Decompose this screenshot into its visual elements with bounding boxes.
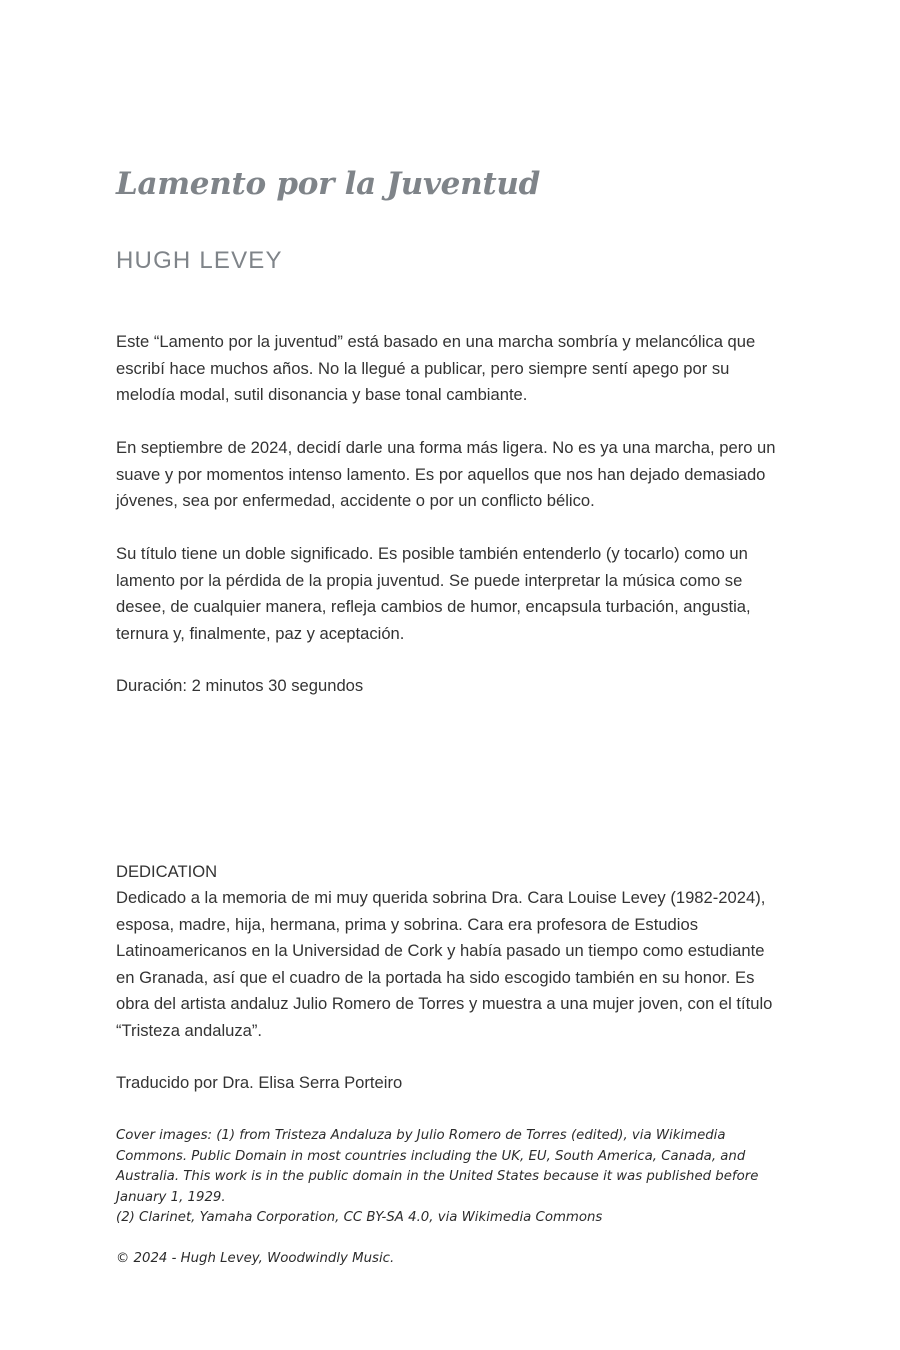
duration-text: Duración: 2 minutos 30 segundos (116, 676, 364, 695)
paragraph-history: En septiembre de 2024, decidí darle una forma más ligera. No es ya una marcha, pero un suave y por momentos intenso lamento. Es por aquellos que nos han dejado demasiado jóvenes, sea por enfermedad, accidente o por un conflicto bélico. (116, 438, 776, 510)
paragraph-intro: Este “Lamento por la juventud” está basado en una marcha sombría y melancólica que escribí hace muchos años. No la llegué a publicar, pero siempre sentí apego por su melodía modal, sutil disonancia y base tonal cambiante. (116, 332, 756, 404)
dedication-text: Dedicado a la memoria de mi muy querida sobrina Dra. Cara Louise Levey (1982-2024), esposa, madre, hija, hermana, prima y sobrina. Cara era profesora de Estudios Latinoamericanos en la Universidad de Cork y había pasado un tiempo como estudiante en Granada, así que el cuadro de la portada ha sido escogido también en su honor. Es obra del artista andaluz Julio Romero de Torres y muestra a una mujer joven, con el título “Tristeza andaluza”. (116, 888, 773, 1040)
translator-credit: Traducido por Dra. Elisa Serra Porteiro (116, 1073, 403, 1092)
dedication-heading: DEDICATION (116, 862, 218, 881)
author-name: HUGH LEVEY (116, 247, 283, 274)
document-title: Lamento por la Juventud (116, 166, 540, 202)
image-credits: Cover images: (1) from Tristeza Andaluza by Julio Romero de Torres (edited), via Wikimedia Commons. Public Domain in most countries including the UK, EU, South America, Canada, and Australia. This work is in the public domain in the United States because it was published before January 1, 1929. (2) Clarinet, Yamaha Corporation, CC BY-SA 4.0, via Wikimedia Commons (116, 1128, 759, 1225)
copyright-notice: © 2024 - Hugh Levey, Woodwindly Music. (116, 1251, 395, 1266)
paragraph-meaning: Su título tiene un doble significado. Es posible también entenderlo (y tocarlo) como un lamento por la pérdida de la propia juventud. Se puede interpretar la música como se desee, de cualquier manera, refleja cambios de humor, encapsula turbación, angustia, ternura y, finalmente, paz y aceptación. (116, 544, 751, 643)
